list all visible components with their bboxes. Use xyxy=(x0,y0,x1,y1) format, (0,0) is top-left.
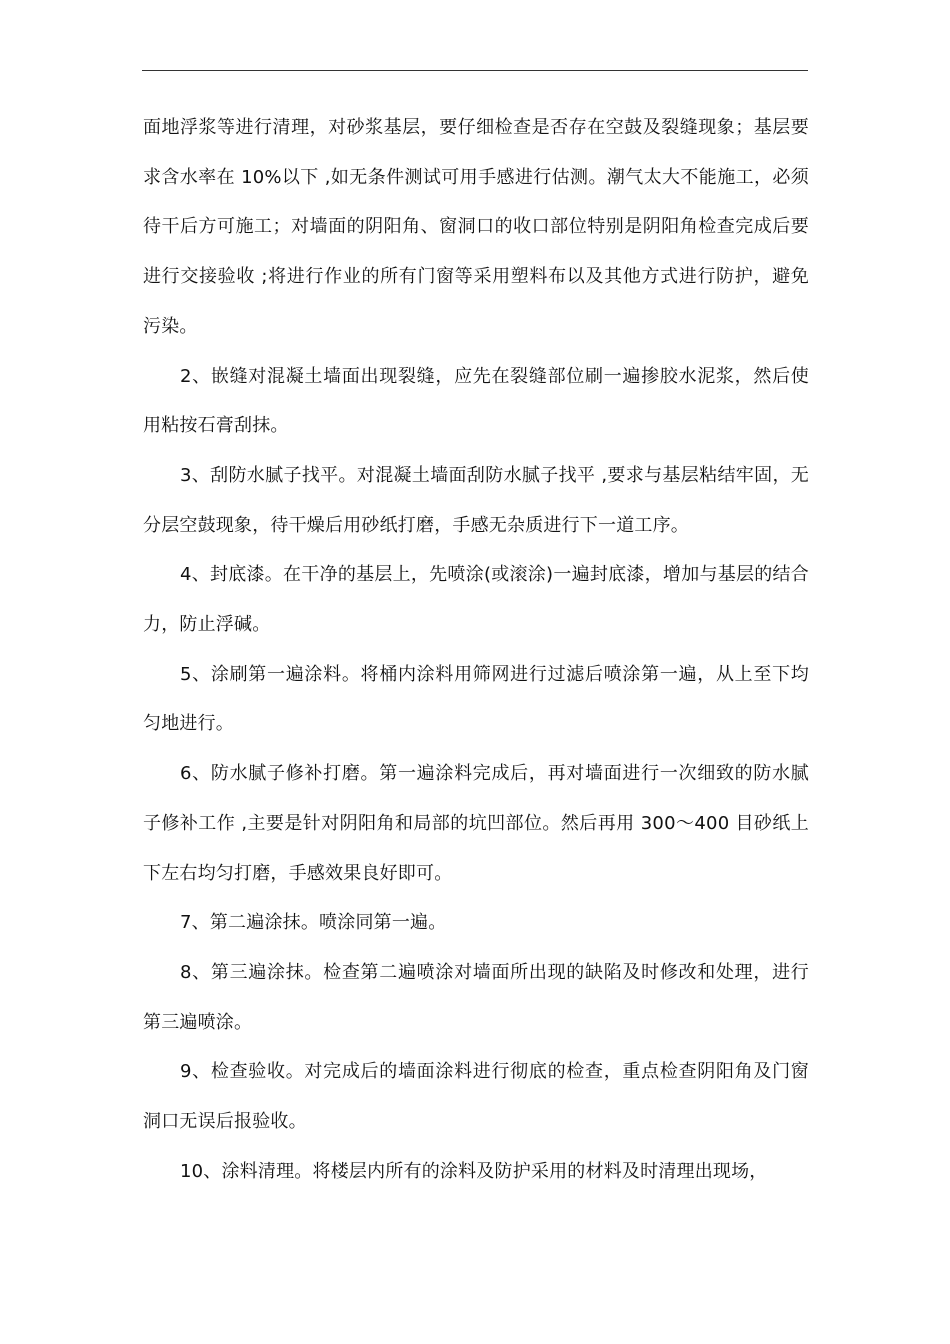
paragraph-step-2: 2、嵌缝对混凝土墙面出现裂缝，应先在裂缝部位刷一遍掺胶水泥浆，然后使用粘按石膏刮抹。 xyxy=(143,365,809,437)
paragraph-continuation: 面地浮浆等进行清理，对砂浆基层，要仔细检查是否存在空鼓及裂缝现象；基层要求含水率在 10%以下 ,如无条件测试可用手感进行估测。潮气太大不能施工，必须待干后方可施工；对墙面的阴阳角、窗洞口的收口部位特别是阴阳角检查完成后要进行交接验收 ;将进行作业的所有门窗等采用塑料布以及其他方式进行防护，避免污染。 xyxy=(143,117,809,337)
paragraph-step-7: 7、第二遍涂抹。喷涂同第一遍。 xyxy=(180,912,447,934)
paragraph-step-5: 5、涂刷第一遍涂料。将桶内涂料用筛网进行过滤后喷涂第一遍，从上至下均匀地进行。 xyxy=(143,663,809,735)
document-body xyxy=(143,103,809,1196)
paragraph-step-9: 9、检查验收。对完成后的墙面涂料进行彻底的检查，重点检查阴阳角及门窗洞口无误后报验收。 xyxy=(143,1061,809,1133)
header-rule xyxy=(142,70,808,71)
paragraph-step-8: 8、第三遍涂抹。检查第二遍喷涂对墙面所出现的缺陷及时修改和处理，进行第三遍喷涂。 xyxy=(143,961,809,1033)
paragraph-step-6: 6、防水腻子修补打磨。第一遍涂料完成后，再对墙面进行一次细致的防水腻子修补工作 ,主要是针对阴阳角和局部的坑凹部位。然后再用 300～400 目砂纸上下左右均匀打磨，手感效果良好即可。 xyxy=(143,763,809,884)
paragraph-step-3: 3、刮防水腻子找平。对混凝土墙面刮防水腻子找平 ,要求与基层粘结牢固，无分层空鼓现象，待干燥后用砂纸打磨，手感无杂质进行下一道工序。 xyxy=(143,464,809,536)
paragraph-step-4: 4、封底漆。在干净的基层上，先喷涂(或滚涂)一遍封底漆，增加与基层的结合力，防止浮碱。 xyxy=(143,564,809,636)
paragraph-step-10: 10、涂料清理。将楼层内所有的涂料及防护采用的材料及时清理出现场， xyxy=(180,1160,768,1182)
